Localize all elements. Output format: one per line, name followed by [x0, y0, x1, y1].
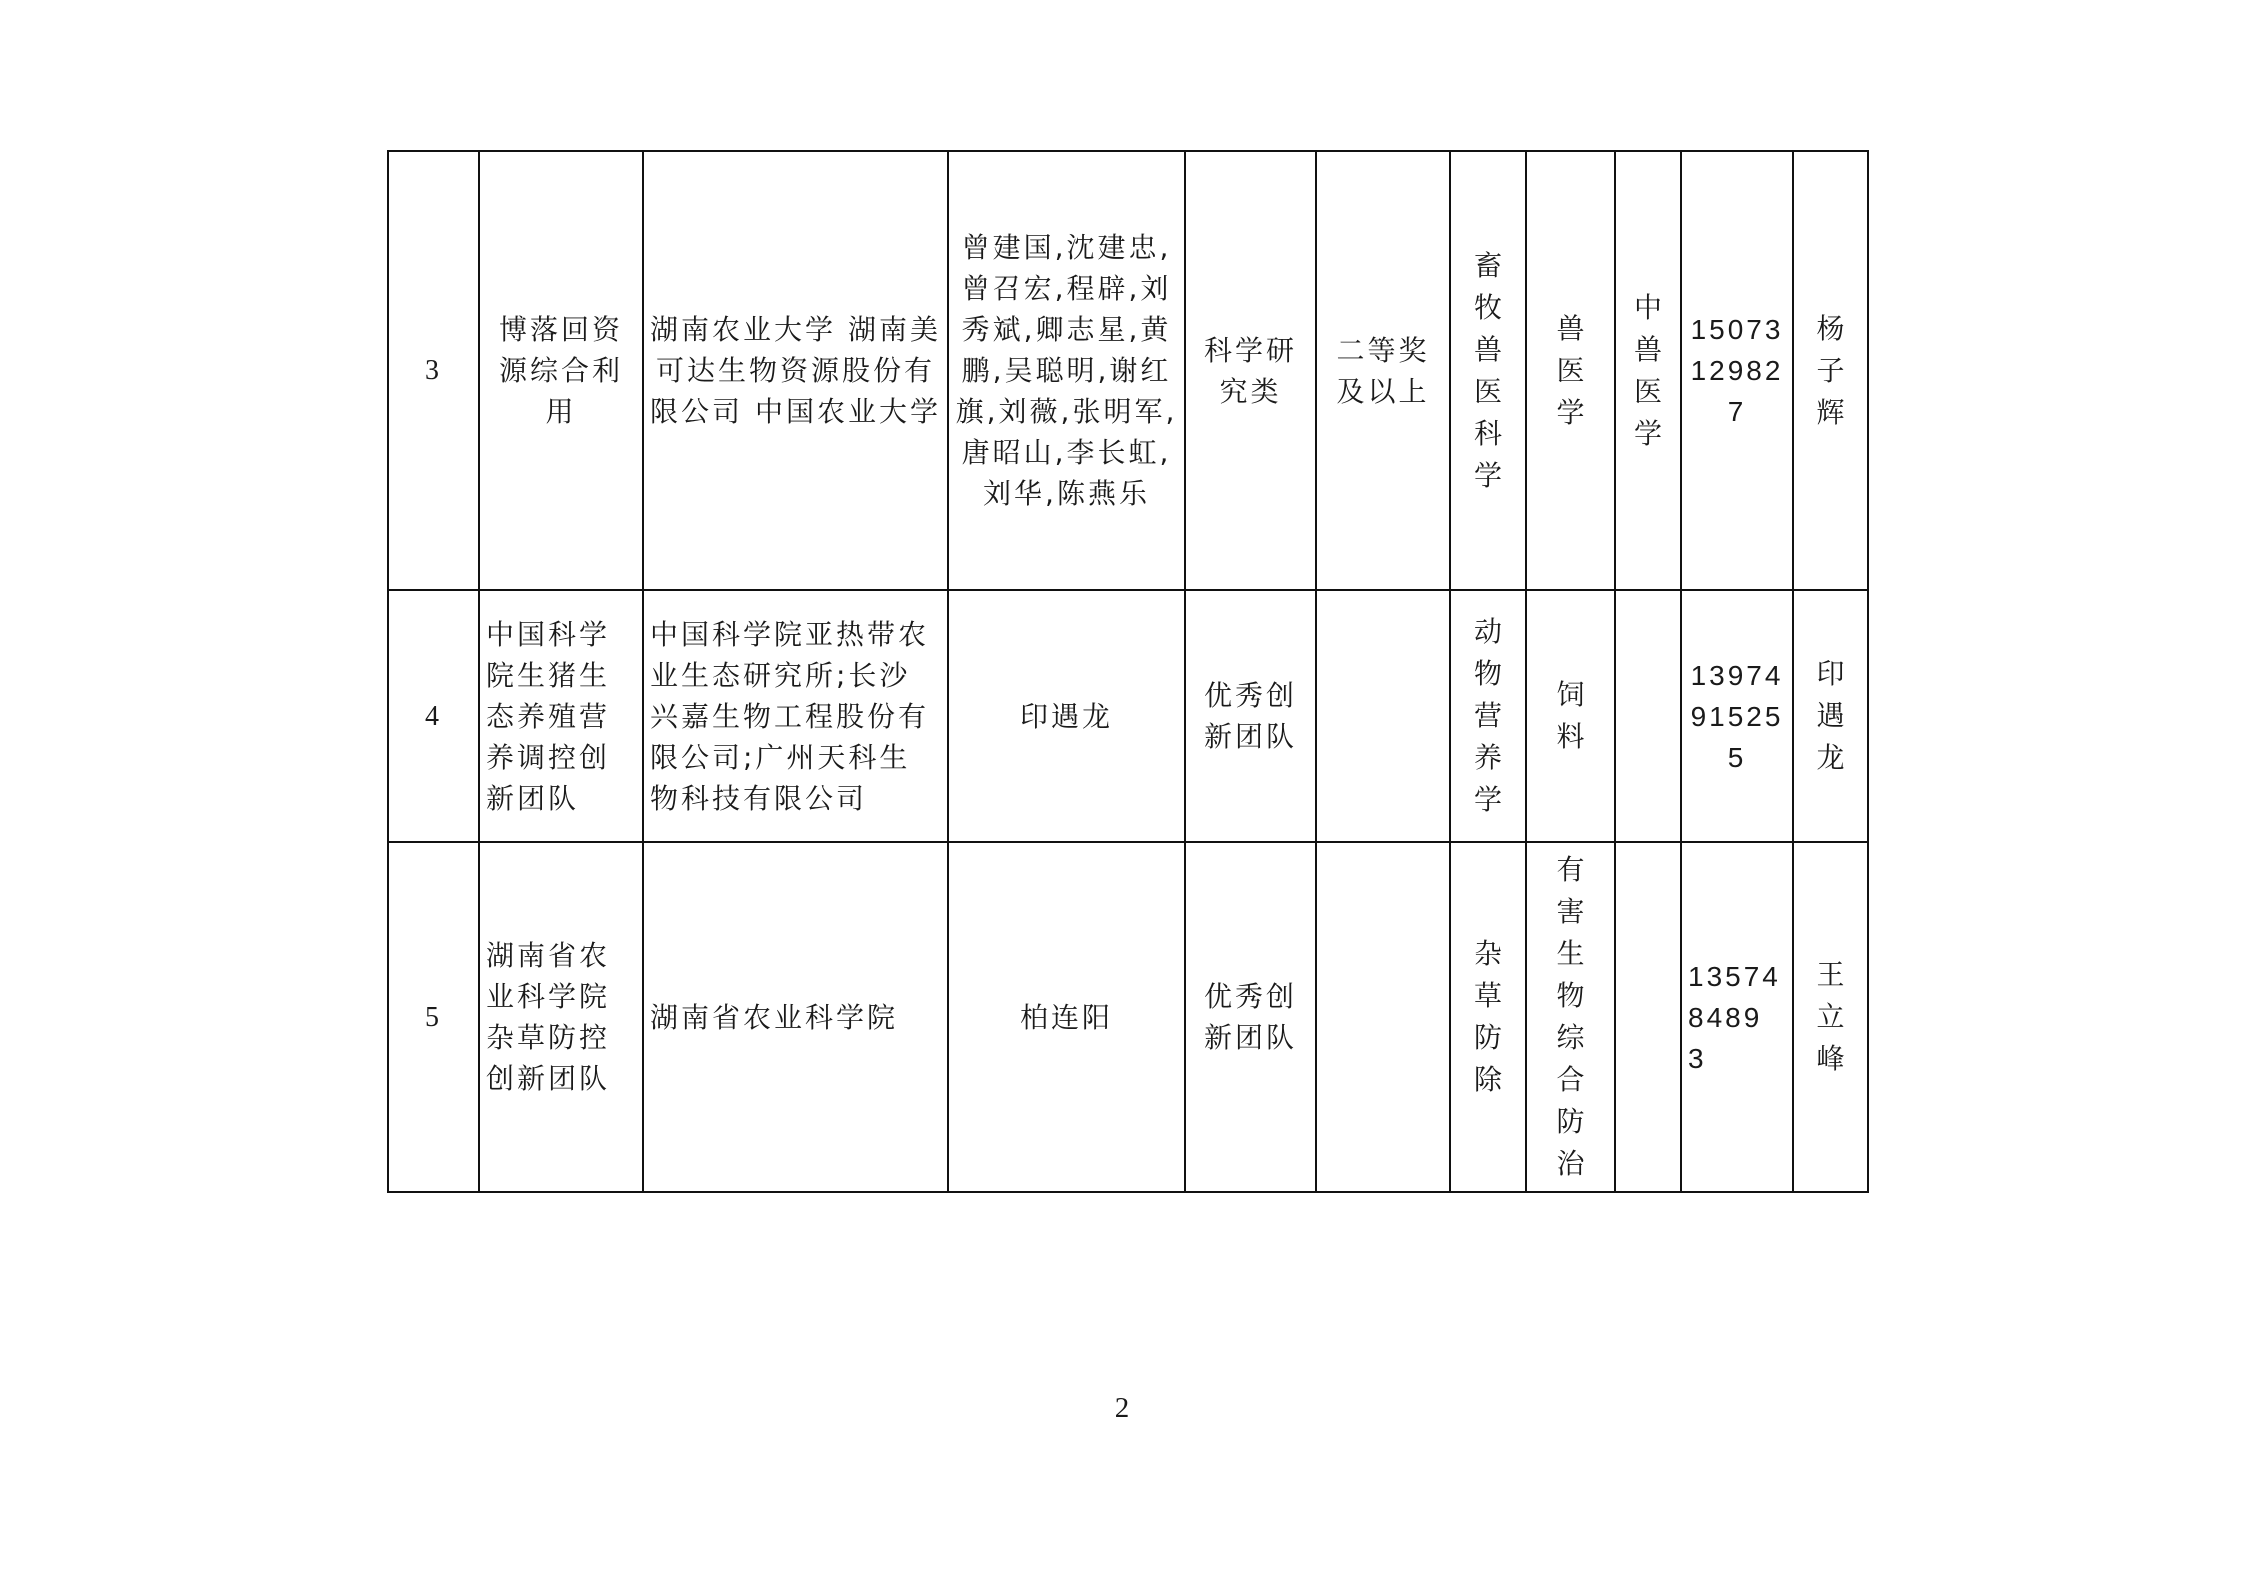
table-row — [388, 151, 1868, 590]
contact-person: 印遇龙 — [1793, 590, 1868, 842]
award-category: 科学研究类 — [1185, 151, 1316, 590]
project-name: 湖南省农业科学院杂草防控创新团队 — [479, 842, 643, 1192]
discipline-primary: 动物营养学 — [1450, 590, 1526, 842]
table-row — [388, 590, 1868, 842]
completing-units: 湖南省农业科学院 — [643, 842, 948, 1192]
team-members: 柏连阳 — [948, 842, 1185, 1192]
discipline-secondary: 兽医学 — [1526, 151, 1615, 590]
row-number: 3 — [388, 151, 479, 590]
contact-phone: 15073129827 — [1681, 151, 1793, 590]
row-number: 5 — [388, 842, 479, 1192]
discipline-tertiary: 中兽医学 — [1615, 151, 1681, 590]
award-level: 二等奖及以上 — [1316, 151, 1450, 590]
discipline-secondary: 有害生物综合防治 — [1526, 842, 1615, 1192]
page-number: 2 — [1114, 1392, 1130, 1424]
discipline-tertiary — [1615, 590, 1681, 842]
award-table — [387, 150, 1869, 1193]
discipline-primary: 畜牧兽医科学 — [1450, 151, 1526, 590]
award-category: 优秀创新团队 — [1185, 842, 1316, 1192]
contact-person: 王立峰 — [1793, 842, 1868, 1192]
award-category: 优秀创新团队 — [1185, 590, 1316, 842]
team-members: 印遇龙 — [948, 590, 1185, 842]
project-name: 中国科学院生猪生态养殖营养调控创新团队 — [479, 590, 643, 842]
table-row — [388, 842, 1868, 1192]
team-members: 曾建国,沈建忠,曾召宏,程辟,刘秀斌,卿志星,黄鹏,吴聪明,谢红旗,刘薇,张明军,唐昭山,李长虹,刘华,陈燕乐 — [948, 151, 1185, 590]
completing-units: 湖南农业大学 湖南美可达生物资源股份有限公司 中国农业大学 — [643, 151, 948, 590]
project-name: 博落回资源综合利用 — [479, 151, 643, 590]
award-level — [1316, 842, 1450, 1192]
row-number: 4 — [388, 590, 479, 842]
discipline-primary: 杂草防除 — [1450, 842, 1526, 1192]
discipline-tertiary — [1615, 842, 1681, 1192]
discipline-secondary: 饲料 — [1526, 590, 1615, 842]
contact-person: 杨子辉 — [1793, 151, 1868, 590]
contact-phone: 135748489 3 — [1681, 842, 1793, 1192]
completing-units: 中国科学院亚热带农业生态研究所;长沙兴嘉生物工程股份有限公司;广州天科生物科技有限公司 — [643, 590, 948, 842]
award-level — [1316, 590, 1450, 842]
contact-phone: 13974915255 — [1681, 590, 1793, 842]
